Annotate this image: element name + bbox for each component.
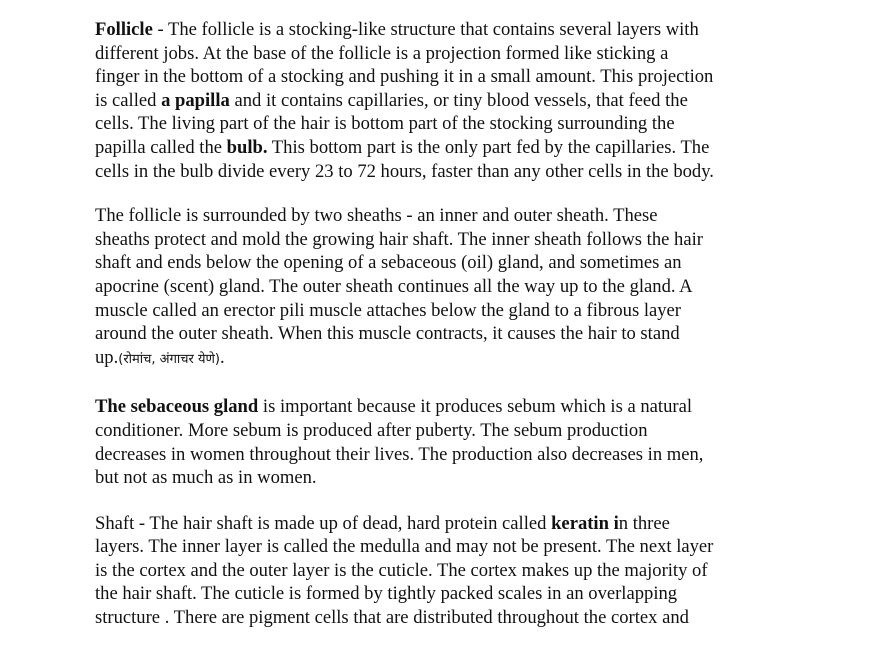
- text-line: [95, 606, 795, 630]
- paragraph-shaft: [95, 512, 795, 630]
- text-line: [95, 275, 795, 299]
- text-segment: different jobs. At the base of the follicle is a projection formed like sticking a: [95, 42, 669, 64]
- text-segment: and it contains capillaries, or tiny blood vessels, that feed the: [229, 89, 688, 111]
- text-segment: .: [220, 346, 225, 368]
- text-line: [95, 228, 795, 252]
- paragraph-sheaths: [95, 204, 795, 371]
- text-line: [95, 582, 795, 606]
- text-segment: papilla called the: [95, 136, 227, 158]
- text-segment: - The follicle is a stocking-like structure that contains several layers with: [152, 19, 699, 40]
- text-segment: shaft and ends below the opening of a sebaceous (oil) gland, and sometimes an: [95, 252, 682, 274]
- text-segment: apocrine (scent) gland. The outer sheath continues all the way up to the gland. A: [95, 275, 693, 297]
- paragraph-sebaceous-gland: [95, 395, 795, 489]
- text-segment: conditioner. More sebum is produced after puberty. The sebum production: [95, 419, 648, 441]
- text-segment: cells in the bulb divide every 23 to 72 hours, faster than any other cells in the body.: [95, 160, 714, 182]
- text-segment: up.: [95, 346, 119, 368]
- text-line: [95, 419, 795, 443]
- text-line: [95, 535, 795, 559]
- text-segment: finger in the bottom of a stocking and pushing it in a small amount. This projection: [95, 66, 714, 88]
- text-segment: The hair shaft is made up of dead, hard protein called: [149, 512, 552, 534]
- text-segment: structure . There are pigment cells that are distributed throughout the cortex and: [95, 607, 689, 629]
- text-segment: Shaft -: [95, 512, 150, 534]
- text-segment: but not as much as in women.: [95, 467, 317, 489]
- text-line: [95, 136, 795, 160]
- text-segment: cells. The living part of the hair is bottom part of the stocking surrounding the: [95, 113, 675, 135]
- text-line: [95, 204, 795, 228]
- text-line: [95, 443, 795, 467]
- text-line: [95, 65, 795, 89]
- text-segment: n three: [618, 512, 670, 534]
- text-line: [95, 559, 795, 583]
- text-line: [95, 395, 795, 419]
- text-segment: decreases in women throughout their lives. The production also decreases in men,: [95, 443, 704, 465]
- text-segment: is the cortex and the outer layer is the cuticle. The cortex makes up the majority of: [95, 559, 708, 581]
- text-line: [95, 346, 795, 372]
- text-line: [95, 89, 795, 113]
- bold-term: keratin i: [551, 512, 619, 534]
- bold-term: Follicle: [95, 19, 153, 40]
- text-line: [95, 512, 795, 536]
- text-segment: (रोमांच, अंगाचर येणे): [118, 351, 220, 367]
- text-segment: is important because it produces sebum which is a natural: [258, 396, 692, 418]
- text-line: [95, 160, 795, 184]
- text-segment: sheaths protect and mold the growing hair shaft. The inner sheath follows the hair: [95, 228, 703, 250]
- text-line: [95, 112, 795, 136]
- paragraph-follicle: [95, 18, 795, 183]
- bold-term: a papilla: [161, 89, 230, 111]
- text-segment: is called: [95, 89, 162, 111]
- text-line: [95, 42, 795, 66]
- text-segment: This bottom part is the only part fed by the capillaries. The: [267, 136, 710, 158]
- text-line: [95, 251, 795, 275]
- text-segment: layers. The inner layer is called the medulla and may not be present. The next layer: [95, 536, 714, 558]
- text-line: [95, 18, 795, 42]
- text-segment: the hair shaft. The cuticle is formed by tightly packed scales in an overlapping: [95, 583, 678, 605]
- text-segment: The follicle is surrounded by two sheaths - an inner and outer sheath. These: [95, 205, 658, 227]
- bold-term: bulb.: [226, 136, 268, 158]
- text-line: [95, 466, 795, 490]
- document-page: [95, 18, 795, 651]
- bold-term: The sebaceous gland: [95, 396, 259, 418]
- text-line: [95, 322, 795, 346]
- text-line: [95, 299, 795, 323]
- text-segment: around the outer sheath. When this muscle contracts, it causes the hair to stand: [95, 323, 680, 345]
- text-segment: muscle called an erector pili muscle attaches below the gland to a fibrous layer: [95, 299, 681, 321]
